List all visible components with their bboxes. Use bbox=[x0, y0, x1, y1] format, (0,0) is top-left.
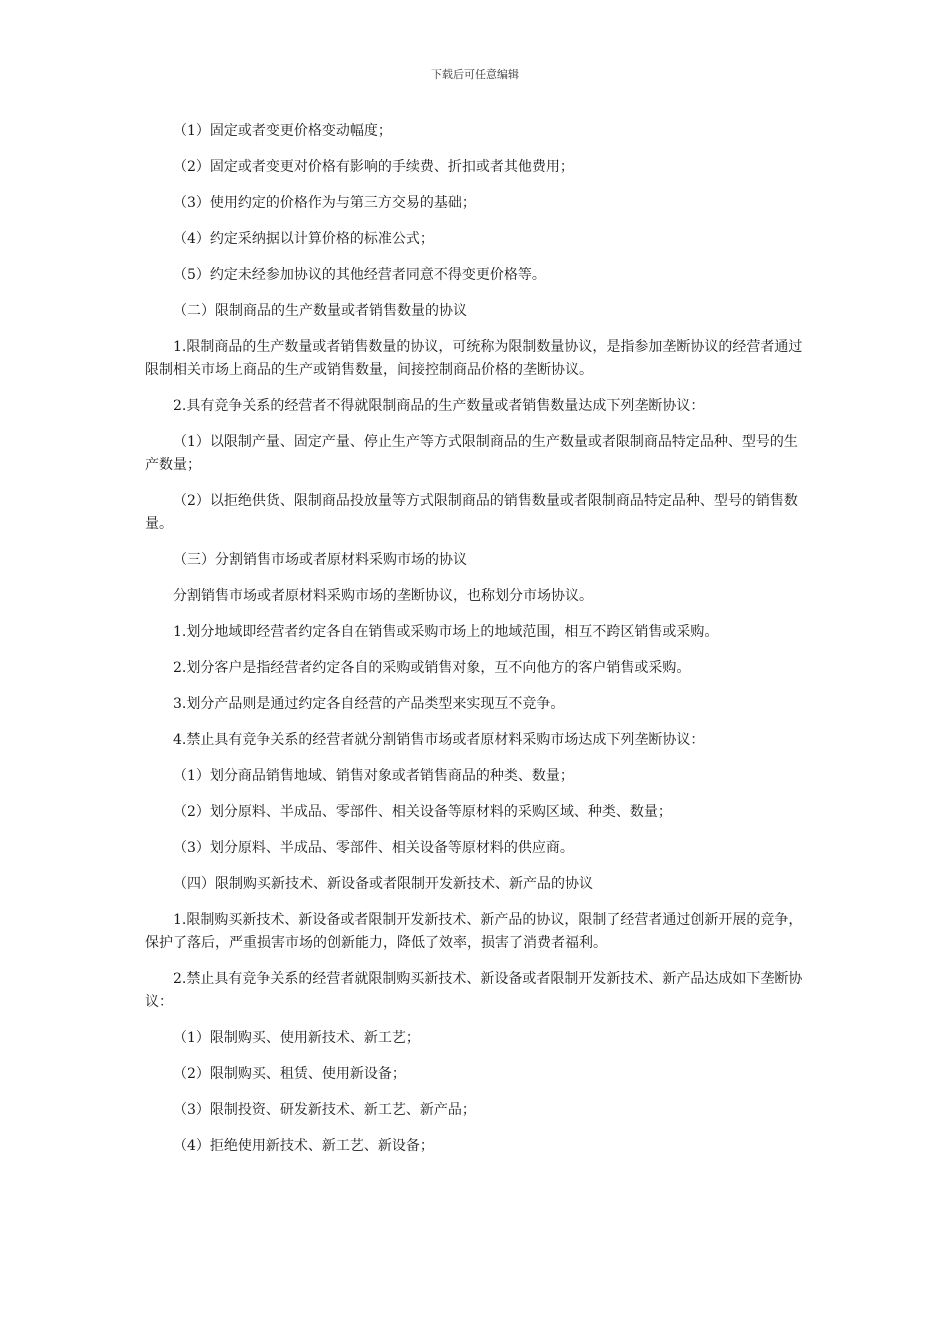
paragraph: （2）固定或者变更对价格有影响的手续费、折扣或者其他费用； bbox=[173, 159, 574, 175]
paragraph: 3.划分产品则是通过约定各自经营的产品类型来实现互不竞争。 bbox=[173, 696, 565, 712]
paragraph: （3）使用约定的价格作为与第三方交易的基础； bbox=[173, 195, 476, 211]
paragraph: （4）约定采纳据以计算价格的标准公式； bbox=[173, 231, 434, 247]
paragraph: （1）以限制产量、固定产量、停止生产等方式限制商品的生产数量或者限制商品特定品种、型号的生产数量； bbox=[145, 434, 798, 473]
paragraph: （3）划分原料、半成品、零部件、相关设备等原材料的供应商。 bbox=[173, 840, 574, 856]
section-heading: （三）分割销售市场或者原材料采购市场的协议 bbox=[173, 552, 467, 568]
paragraph: 4.禁止具有竞争关系的经营者就分割销售市场或者原材料采购市场达成下列垄断协议： bbox=[173, 732, 705, 748]
paragraph: 1.限制购买新技术、新设备或者限制开发新技术、新产品的协议，限制了经营者通过创新开展的竞争，保护了落后，严重损害市场的创新能力，降低了效率，损害了消费者福利。 bbox=[145, 912, 803, 951]
paragraph: 1.限制商品的生产数量或者销售数量的协议，可统称为限制数量协议，是指参加垄断协议的经营者通过限制相关市场上商品的生产或销售数量，间接控制商品价格的垄断协议。 bbox=[145, 339, 803, 378]
paragraph: （1）固定或者变更价格变动幅度； bbox=[173, 123, 392, 139]
paragraph: （2）以拒绝供货、限制商品投放量等方式限制商品的销售数量或者限制商品特定品种、型号的销售数量。 bbox=[145, 493, 798, 532]
paragraph: 2.禁止具有竞争关系的经营者就限制购买新技术、新设备或者限制开发新技术、新产品达成如下垄断协议： bbox=[145, 971, 803, 1010]
section-heading: （二）限制商品的生产数量或者销售数量的协议 bbox=[173, 303, 467, 319]
document-body bbox=[145, 120, 805, 1158]
paragraph: （5）约定未经参加协议的其他经营者同意不得变更价格等。 bbox=[173, 267, 546, 283]
paragraph: （2）限制购买、租赁、使用新设备； bbox=[173, 1066, 406, 1082]
section-heading: （四）限制购买新技术、新设备或者限制开发新技术、新产品的协议 bbox=[173, 876, 593, 892]
paragraph: （1）限制购买、使用新技术、新工艺； bbox=[173, 1030, 420, 1046]
paragraph: 2.划分客户是指经营者约定各自的采购或销售对象，互不向他方的客户销售或采购。 bbox=[173, 660, 691, 676]
page-header: 下载后可任意编辑 bbox=[431, 68, 519, 81]
paragraph: （2）划分原料、半成品、零部件、相关设备等原材料的采购区域、种类、数量； bbox=[173, 804, 672, 820]
paragraph: 1.划分地域即经营者约定各自在销售或采购市场上的地域范围，相互不跨区销售或采购。 bbox=[173, 624, 719, 640]
paragraph: 2.具有竞争关系的经营者不得就限制商品的生产数量或者销售数量达成下列垄断协议： bbox=[173, 398, 705, 414]
paragraph: （4）拒绝使用新技术、新工艺、新设备； bbox=[173, 1138, 434, 1154]
paragraph: （1）划分商品销售地域、销售对象或者销售商品的种类、数量； bbox=[173, 768, 574, 784]
paragraph: （3）限制投资、研发新技术、新工艺、新产品； bbox=[173, 1102, 476, 1118]
paragraph: 分割销售市场或者原材料采购市场的垄断协议，也称划分市场协议。 bbox=[173, 588, 593, 604]
